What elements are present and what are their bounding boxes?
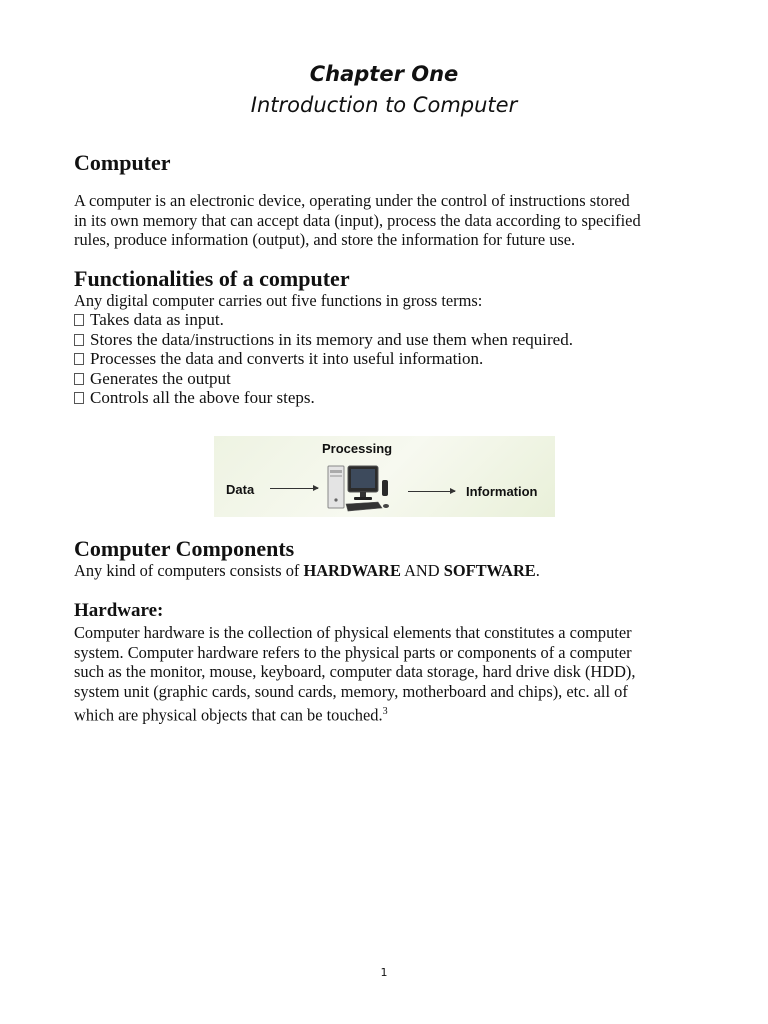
checkbox-bullet-icon: [74, 392, 84, 404]
checkbox-bullet-icon: [74, 314, 84, 326]
components-heading: Computer Components: [74, 536, 295, 561]
arrow-right-icon: [408, 491, 455, 492]
hardware-paragraph: [74, 623, 696, 725]
checkbox-bullet-icon: [74, 353, 84, 365]
functionalities-heading: Functionalities of a computer: [74, 266, 350, 291]
paragraph-line: Computer hardware is the collection of physical elements that constitutes a computer: [74, 623, 632, 642]
page-number: 1: [380, 966, 388, 979]
arrow-right-icon: [270, 488, 318, 489]
components-text-after: .: [535, 561, 540, 580]
paragraph-line-text: which are physical objects that can be touched.: [74, 705, 383, 725]
figure-data-label: Data: [226, 482, 255, 497]
computer-heading: Computer: [74, 150, 171, 175]
checkbox-bullet-icon: [74, 373, 84, 385]
list-item: [74, 310, 573, 330]
list-item: [74, 349, 573, 369]
components-paragraph: [74, 561, 540, 581]
components-text-before: Any kind of computers consists of: [74, 561, 304, 580]
software-keyword: SOFTWARE: [443, 561, 536, 580]
computer-icon: [320, 462, 396, 514]
paragraph-line: such as the monitor, mouse, keyboard, computer data storage, hard drive disk (HDD),: [74, 662, 636, 682]
list-item: [74, 388, 573, 408]
paragraph-line: rules, produce information (output), and store the information for future use.: [74, 230, 576, 250]
functionalities-intro: Any digital computer carries out five functions in gross terms:: [74, 291, 483, 310]
footnote-reference: 3: [382, 705, 388, 717]
list-item-text: Generates the output: [90, 368, 231, 388]
checkbox-bullet-icon: [74, 334, 84, 346]
functionalities-list: [74, 310, 573, 408]
data-processing-figure: [214, 436, 555, 517]
paragraph-line: [74, 702, 696, 725]
list-item-text: Controls all the above four steps.: [90, 388, 315, 407]
paragraph-line: in its own memory that can accept data (input), process the data according to specified: [74, 210, 641, 230]
list-item: [74, 330, 573, 350]
hardware-keyword: HARDWARE: [303, 561, 401, 580]
list-item-text: Processes the data and converts it into useful information.: [90, 349, 484, 368]
paragraph-line: system unit (graphic cards, sound cards, memory, motherboard and chips), etc. all of: [74, 682, 628, 702]
list-item-text: Takes data as input.: [90, 310, 224, 329]
figure-information-label: Information: [466, 484, 538, 499]
list-item-text: Stores the data/instructions in its memory and use them when required.: [90, 329, 573, 349]
chapter-subtitle: Introduction to Computer: [250, 93, 518, 117]
paragraph-line: system. Computer hardware refers to the physical parts or components of a computer: [74, 642, 632, 662]
computer-definition-paragraph: [74, 191, 696, 250]
components-text-middle: AND: [400, 561, 444, 580]
paragraph-line: A computer is an electronic device, operating under the control of instructions stored: [74, 191, 630, 210]
figure-processing-label: Processing: [322, 441, 393, 456]
hardware-heading: Hardware:: [74, 600, 164, 621]
chapter-number-title: Chapter One: [309, 62, 459, 86]
list-item: [74, 369, 573, 389]
